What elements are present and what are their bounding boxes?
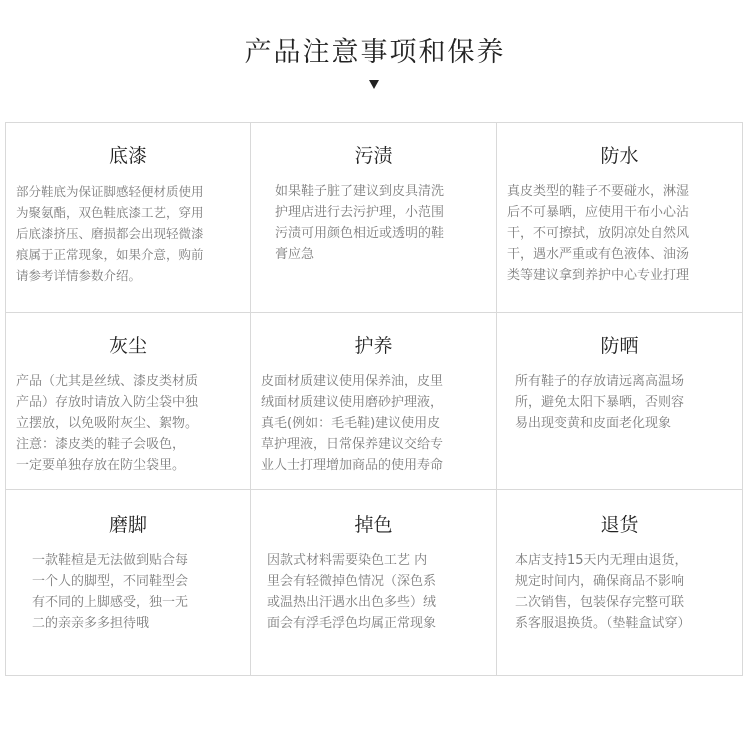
card-title: 退货 <box>600 514 639 536</box>
care-card-dust <box>6 313 251 490</box>
care-card-color-fading <box>251 490 497 675</box>
card-description: 如果鞋子脏了建议到皮具清洗 护理店进行去污护理，小范围 污渍可用颜色相近或透明的鞋 膏应急 <box>275 184 445 262</box>
card-description: 本店支持15天内无理由退货， 规定时间内，确保商品不影响 二次销售，包装保存完整可联 系客服退换货。（垫鞋盒试穿） <box>515 553 691 631</box>
card-description: 产品（尤其是丝绒、漆皮类材质 产品）存放时请放入防尘袋中独 立摆放，以免吸附灰尘、絮物。 注意：漆皮类的鞋子会吸色， 一定要单独存放在防尘袋里。 <box>16 374 199 473</box>
card-title: 掉色 <box>354 514 393 536</box>
card-description: 部分鞋底为保证脚感轻便材质使用 为聚氨酯，双色鞋底漆工艺，穿用 后底漆挤压、磨损都会出现轻微漆 痕属于正常现象，如果介意，购前 请参考详情参数介绍。 <box>16 184 204 283</box>
card-description: 真皮类型的鞋子不要碰水，淋湿 后不可暴晒，应使用干布小心沾 干，不可擦拭，放阴凉处自然风 干，遇水严重或有色液体、油汤 类等建议拿到养护中心专业打理 <box>507 184 690 283</box>
care-card-sun-protection <box>497 313 742 490</box>
card-title: 防晒 <box>600 335 639 357</box>
care-card-stains <box>251 123 497 313</box>
card-description: 所有鞋子的存放请远离高温场 所，避免太阳下暴晒，否则容 易出现变黄和皮面老化现象 <box>515 374 685 431</box>
care-card-returns <box>497 490 742 675</box>
care-card-waterproof <box>497 123 742 313</box>
card-title: 防水 <box>600 145 639 167</box>
care-notes-grid <box>5 122 743 676</box>
card-title: 灰尘 <box>108 335 147 357</box>
card-title: 底漆 <box>108 145 147 167</box>
card-description: 因款式材料需要染色工艺 内 里会有轻微掉色情况（深色系 或温热出汗遇水出色多些）绒 面会有浮毛浮色均属正常现象 <box>267 553 437 631</box>
care-card-primer <box>6 123 251 313</box>
card-title: 护养 <box>354 335 393 357</box>
card-description: 一款鞋楦是无法做到贴合每 一个人的脚型，不同鞋型会 有不同的上脚感受，独一无 二的亲亲多多担待哦 <box>32 553 189 631</box>
card-title: 污渍 <box>354 145 393 167</box>
card-title: 磨脚 <box>108 514 147 536</box>
down-arrow-icon <box>369 80 379 89</box>
care-card-foot-fit <box>6 490 251 675</box>
page-title: 产品注意事项和保养 <box>244 37 506 68</box>
care-card-maintenance <box>251 313 497 490</box>
card-description: 皮面材质建议使用保养油，皮里 绒面材质建议使用磨砂护理液， 真毛(例如：毛毛鞋)建议使用皮 草护理液，日常保养建议交给专 业人士打理增加商品的使用寿命 <box>261 374 444 473</box>
